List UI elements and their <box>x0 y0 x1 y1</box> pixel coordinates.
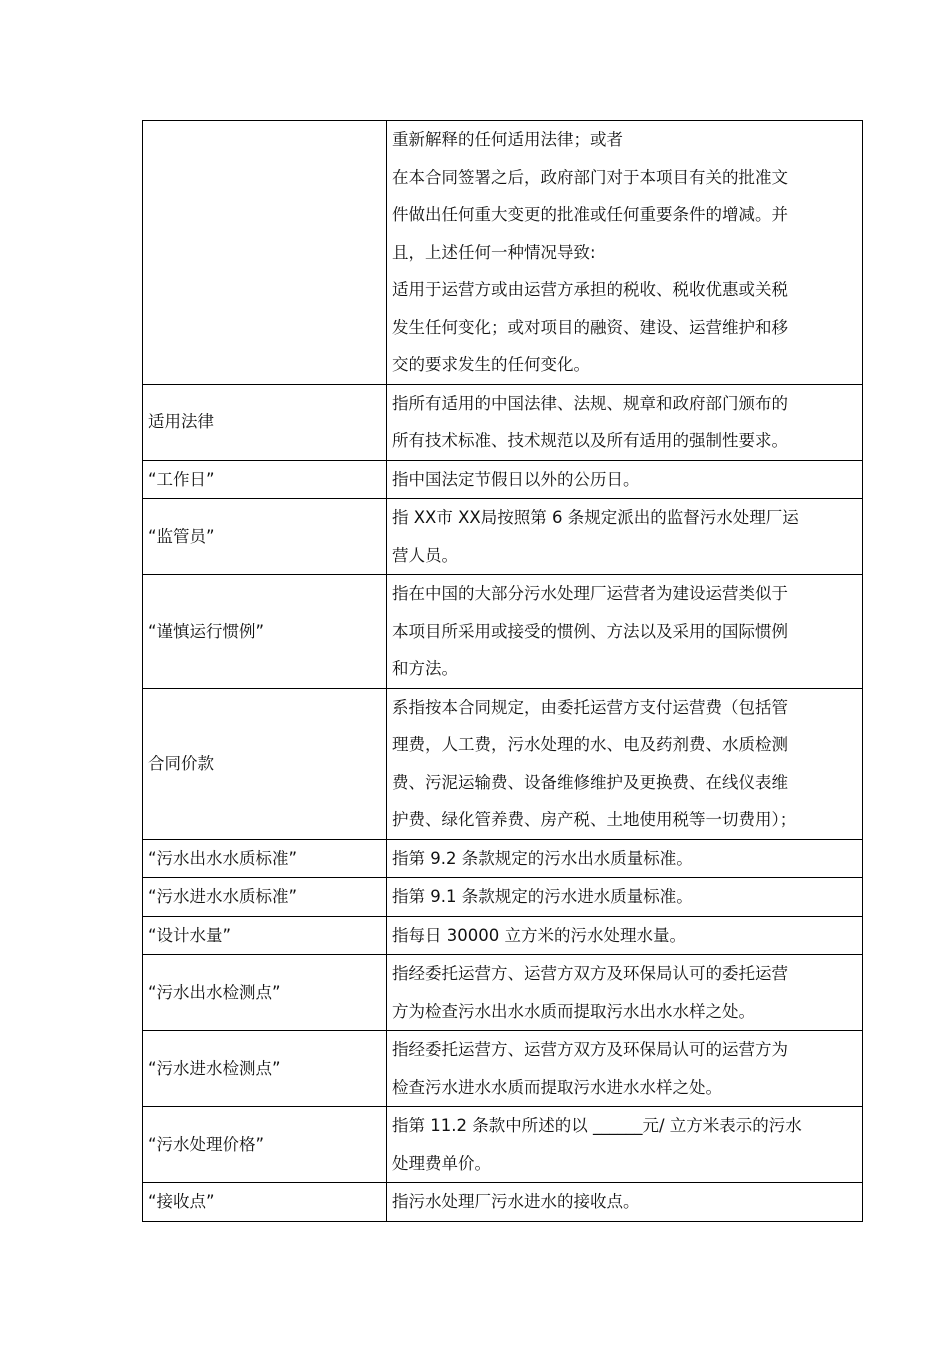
definition-row <box>143 460 863 499</box>
definition-description-line: 指 XX市 XX局按照第 6 条规定派出的监督污水处理厂运 <box>392 508 799 527</box>
definition-term: “工作日” <box>143 460 387 499</box>
definition-description-line: 和方法。 <box>392 659 458 678</box>
definition-term: “污水处理价格” <box>143 1107 387 1183</box>
definition-row <box>143 916 863 955</box>
definition-term: “污水出水水质标准” <box>143 839 387 878</box>
definition-description-line: 适用于运营方或由运营方承担的税收、税收优惠或关税 <box>392 280 788 299</box>
definition-description-line: 指第 9.1 条款规定的污水进水质量标准。 <box>392 887 693 906</box>
definitions-table <box>142 120 863 1222</box>
definition-description-line: 护费、绿化管养费、房产税、土地使用税等一切费用）； <box>392 810 797 829</box>
definition-term: “污水进水检测点” <box>143 1031 387 1107</box>
definition-description-line: 交的要求发生的任何变化。 <box>392 355 590 374</box>
definition-description-line: 指在中国的大部分污水处理厂运营者为建设运营类似于 <box>392 584 788 603</box>
definition-description <box>387 916 863 955</box>
definition-description <box>387 499 863 575</box>
definition-description-line: 指中国法定节假日以外的公历日。 <box>392 469 640 489</box>
definition-description-line: 系指按本合同规定，由委托运营方支付运营费（包括管 <box>392 697 788 717</box>
definition-description <box>387 839 863 878</box>
definition-description <box>387 121 863 385</box>
definition-description-line: 方为检查污水出水水质而提取污水出水水样之处。 <box>392 1001 755 1021</box>
definition-description-line: 发生任何变化；或对项目的融资、建设、运营维护和移 <box>392 317 788 337</box>
definition-row <box>143 499 863 575</box>
definition-description-line: 费、污泥运输费、设备维修维护及更换费、在线仪表维 <box>392 772 788 792</box>
definition-term: 适用法律 <box>143 384 387 460</box>
definition-description-line: 在本合同签署之后，政府部门对于本项目有关的批准文 <box>392 167 788 187</box>
definition-description <box>387 955 863 1031</box>
definition-description-line: 件做出任何重大变更的批准或任何重要条件的增减。并 <box>392 205 788 224</box>
definition-description <box>387 1031 863 1107</box>
definition-term: “接收点” <box>143 1183 387 1222</box>
definition-description-line: 且，上述任何一种情况导致: <box>392 242 596 262</box>
definition-description-line: 指每日 30000 立方米的污水处理水量。 <box>392 925 686 945</box>
definition-row <box>143 1107 863 1183</box>
definition-term: “污水出水检测点” <box>143 955 387 1031</box>
definition-description <box>387 1183 863 1222</box>
definition-description-line: 理费，人工费，污水处理的水、电及药剂费、水质检测 <box>392 735 788 754</box>
definition-row <box>143 839 863 878</box>
definition-description-line: 所有技术标准、技术规范以及所有适用的强制性要求。 <box>392 431 788 450</box>
definition-description-line: 营人员。 <box>392 545 458 565</box>
definition-description-line: 指经委托运营方、运营方双方及环保局认可的运营方为 <box>392 1040 788 1059</box>
definition-description-line: 检查污水进水水质而提取污水进水水样之处。 <box>392 1077 722 1097</box>
definition-description-line: 重新解释的任何适用法律；或者 <box>392 130 623 149</box>
definition-row <box>143 688 863 839</box>
definition-description-line: 指第 11.2 条款中所述的以 ______元/ 立方米表示的污水 <box>392 1116 802 1135</box>
definition-description <box>387 575 863 689</box>
definition-term: “监管员” <box>143 499 387 575</box>
definition-description-line: 指所有适用的中国法律、法规、规章和政府部门颁布的 <box>392 393 788 413</box>
definition-description-line: 指经委托运营方、运营方双方及环保局认可的委托运营 <box>392 964 788 983</box>
definition-term: 合同价款 <box>143 688 387 839</box>
definition-description-line: 处理费单价。 <box>392 1153 491 1173</box>
definition-row <box>143 384 863 460</box>
definition-description <box>387 878 863 917</box>
definition-description <box>387 460 863 499</box>
definition-term: “污水进水水质标准” <box>143 878 387 917</box>
definition-row <box>143 878 863 917</box>
definition-row <box>143 121 863 385</box>
definition-row <box>143 575 863 689</box>
definition-row <box>143 1183 863 1222</box>
definition-term <box>143 121 387 385</box>
definition-description-line: 指第 9.2 条款规定的污水出水质量标准。 <box>392 848 693 868</box>
definition-description <box>387 384 863 460</box>
definition-description <box>387 688 863 839</box>
definition-description-line: 本项目所采用或接受的惯例、方法以及采用的国际惯例 <box>392 621 788 641</box>
definition-row <box>143 955 863 1031</box>
definition-row <box>143 1031 863 1107</box>
definitions-table-body <box>143 121 863 1222</box>
definition-description-line: 指污水处理厂污水进水的接收点。 <box>392 1192 640 1211</box>
definition-term: “设计水量” <box>143 916 387 955</box>
definition-term: “谨慎运行惯例” <box>143 575 387 689</box>
definition-description <box>387 1107 863 1183</box>
